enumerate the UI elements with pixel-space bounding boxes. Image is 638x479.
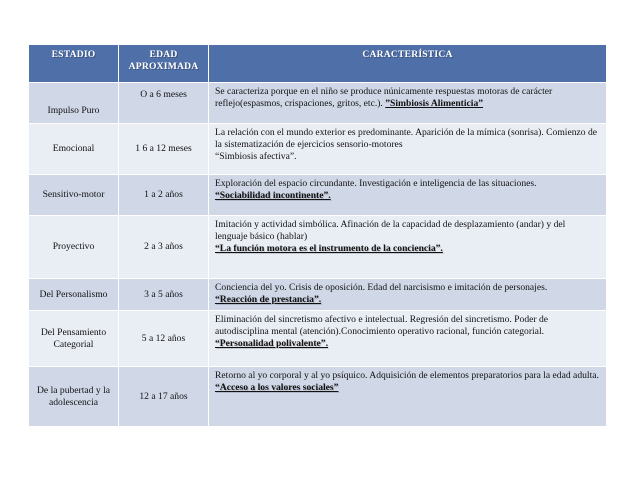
stage-cell [29, 83, 119, 124]
age-cell [119, 279, 209, 311]
age-label: 5 a 12 años [141, 332, 186, 344]
characteristic-emphasis: “Sociabilidad incontinente”. [215, 190, 331, 201]
characteristic-text: Exploración del espacio circundante. Investigación e inteligencia de las situaciones. [215, 178, 537, 189]
stage-cell [29, 367, 119, 427]
age-cell [119, 175, 209, 216]
characteristic-emphasis: “Acceso a los valores sociales” [215, 382, 339, 393]
age-cell [119, 311, 209, 367]
table-row [29, 175, 607, 216]
stage-cell [29, 216, 119, 279]
characteristic-emphasis: ”Simbiosis Alimenticia” [385, 98, 484, 109]
characteristic-text: Se caracteriza porque en el niño se produce núnicamente respuestas motoras de carácter reflejo(espasmos, crispaciones, gritos, etc.). [215, 86, 553, 109]
characteristic-text: Conciencia del yo. Crisis de oposición. Edad del narcisismo e imitación de personajes. [215, 282, 548, 293]
characteristic-text: Imitación y actividad simbólica. Afinación de la capacidad de desplazamiento (andar) y del lenguaje básico (hablar) [215, 219, 566, 242]
table-row [29, 124, 607, 175]
characteristic-text: Retorno al yo corporal y al yo psíquico. Adquisición de elementos preparatorios para la edad adulta. [215, 370, 599, 381]
age-label: O a 6 meses [140, 89, 187, 100]
age-cell [119, 367, 209, 427]
stages-table [28, 44, 607, 427]
stage-label: De la pubertad y la adolescencia [37, 384, 110, 408]
characteristic-cell [209, 124, 607, 175]
table-row [29, 311, 607, 367]
stage-cell [29, 175, 119, 216]
characteristic-cell [209, 367, 607, 427]
table-row [29, 83, 607, 124]
stage-label: Impulso Puro [47, 105, 100, 116]
stage-label: Del Personalismo [39, 288, 108, 300]
stage-label: Sensitivo-motor [42, 189, 105, 200]
age-cell [119, 83, 209, 124]
characteristic-cell [209, 216, 607, 279]
table-row [29, 216, 607, 279]
characteristic-cell [209, 83, 607, 124]
table-row [29, 279, 607, 311]
header-age: EDAD APROXIMADA [119, 45, 209, 83]
characteristic-emphasis: “Simbiosis afectiva”. [215, 151, 297, 162]
stage-label: Proyectivo [52, 241, 95, 252]
header-stage: ESTADIO [29, 45, 119, 83]
age-cell [119, 216, 209, 279]
stage-cell [29, 311, 119, 367]
characteristic-emphasis: “Personalidad polivalente”. [215, 338, 328, 349]
characteristic-cell [209, 279, 607, 311]
stages-table-container [28, 44, 606, 427]
characteristic-emphasis: “La función motora es el instrumento de la conciencia”. [215, 243, 443, 254]
characteristic-cell [209, 311, 607, 367]
stage-cell [29, 279, 119, 311]
characteristic-text: Eliminación del sincretismo afectivo e intelectual. Regresión del sincretismo. Poder de autodisciplina mental (atención).Conocimiento operativo racional, función categorial. [215, 314, 549, 337]
table-header-row [29, 45, 607, 83]
age-cell [119, 124, 209, 175]
age-label: 3 a 5 años [144, 288, 183, 300]
table-row [29, 367, 607, 427]
header-characteristic: CARACTERÍSTICA [209, 45, 607, 83]
characteristic-emphasis: “Reacción de prestancia”. [215, 294, 322, 305]
stage-label: Del Pensamiento Categorial [40, 326, 107, 350]
stage-label: Emocional [52, 143, 95, 154]
age-label: 2 a 3 años [144, 241, 183, 252]
age-label: 12 a 17 años [139, 390, 188, 402]
age-label: 1 a 2 años [144, 189, 183, 200]
age-label: 1 6 a 12 meses [135, 143, 192, 154]
stage-cell [29, 124, 119, 175]
characteristic-cell [209, 175, 607, 216]
characteristic-text: La relación con el mundo exterior es predominante. Aparición de la mímica (sonrisa). Comienzo de la sistematización de ejercicios sensorio-motores [215, 127, 598, 150]
